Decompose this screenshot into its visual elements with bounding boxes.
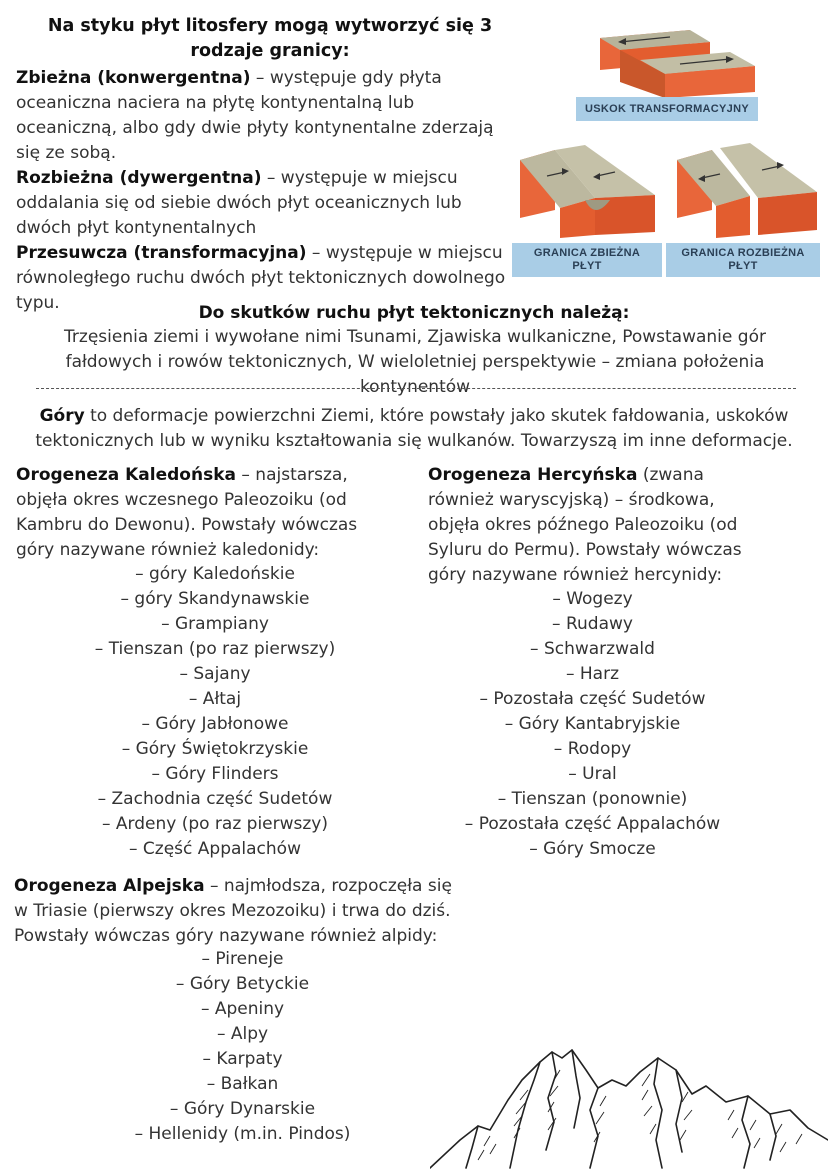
mountains-term: Góry xyxy=(39,406,85,426)
convergent-paragraph xyxy=(16,66,516,166)
caledonian-intro xyxy=(16,463,391,563)
alpine-intro xyxy=(14,874,454,949)
list-item: – Góry Kantabryjskie xyxy=(504,714,681,734)
divergent-desc: – występuje w miejscu oddalania się od siebie dwóch płyt oceanicznych lub dwóch płyt kontynentalnych xyxy=(16,168,462,238)
section-divider xyxy=(36,388,796,389)
transform-desc: – występuje w miejscu równoległego ruchu dwóch płyt tektonicznych dowolnego typu. xyxy=(16,243,506,313)
caledonian-desc: – najstarsza, objęła okres wczesnego Paleozoiku (od Kambru do Dewonu). Powstały wówczas góry nazywane również kaledonidy: xyxy=(16,465,358,560)
transform-fault-label: USKOK TRANSFORMACYJNY xyxy=(576,97,758,121)
list-item: – Grampiany xyxy=(161,614,269,634)
divergent-term: Rozbieżna (dywergentna) xyxy=(16,168,262,188)
list-item: – Tienszan (ponownie) xyxy=(497,789,688,809)
mountains-desc: to deformacje powierzchni Ziemi, które powstały jako skutek fałdowania, uskoków tektonicznych lub w wyniku kształtowania się wulkanów. Towarzyszą im inne deformacje. xyxy=(35,406,793,451)
list-item: – Góry Smocze xyxy=(529,839,656,859)
divergent-boundary-diagram xyxy=(672,140,822,240)
list-item: – Rudawy xyxy=(552,614,633,634)
hercynian-desc: (zwana również waryscyjską) – środkowa, objęła okres późnego Paleozoiku (od Syluru do Permu). Powstały wówczas góry nazywane również hercynidy: xyxy=(428,465,742,585)
list-item: – Hellenidy (m.in. Pindos) xyxy=(134,1124,351,1144)
convergent-boundary-label: GRANICA ZBIEŻNA PŁYT xyxy=(512,243,662,277)
list-item: – Schwarzwald xyxy=(530,639,655,659)
list-item: – Tienszan (po raz pierwszy) xyxy=(94,639,336,659)
list-item: – Pireneje xyxy=(201,949,284,969)
list-item: – Góry Flinders xyxy=(151,764,279,784)
alpine-term: Orogeneza Alpejska xyxy=(14,876,205,896)
list-item: – Góry Jabłonowe xyxy=(141,714,289,734)
list-item: – Ałtaj xyxy=(188,689,242,709)
list-item: – góry Skandynawskie xyxy=(120,589,310,609)
list-item: – Zachodnia część Sudetów xyxy=(97,789,333,809)
list-item: – Pozostała część Sudetów xyxy=(479,689,706,709)
list-item: – Ardeny (po raz pierwszy) xyxy=(101,814,328,834)
convergent-term: Zbieżna (konwergentna) xyxy=(16,68,251,88)
list-item: – Karpaty xyxy=(202,1049,283,1069)
divergent-paragraph xyxy=(16,166,516,241)
transform-fault-diagram xyxy=(590,20,770,100)
list-item: – Apeniny xyxy=(200,999,285,1019)
boundaries-heading: Na styku płyt litosfery mogą wytworzyć się 3 rodzaje granicy: xyxy=(47,16,493,61)
list-item: – Alpy xyxy=(216,1024,269,1044)
boundaries-text xyxy=(16,66,516,316)
convergent-desc: – występuje gdy płyta oceaniczna naciera na płytę kontynentalną lub oceaniczną, albo gdy dwie płyty kontynentalne zderzają się ze sobą. xyxy=(16,68,494,163)
hercynian-list xyxy=(420,587,765,862)
transform-term: Przesuwcza (transformacyjna) xyxy=(16,243,307,263)
list-item: – Góry Świętokrzyskie xyxy=(121,739,309,759)
list-item: – Sajany xyxy=(179,664,251,684)
convergent-boundary-diagram xyxy=(515,140,665,240)
alpine-desc: – najmłodsza, rozpoczęła się w Triasie (pierwszy okres Mezozoiku) i trwa do dziś. Powstały wówczas góry nazywane również alpidy: xyxy=(14,876,452,946)
mountains-definition xyxy=(24,404,804,454)
mountain-sketch-illustration xyxy=(430,1040,828,1171)
effects-heading: Do skutków ruchu płyt tektonicznych należą: xyxy=(198,303,630,323)
divergent-boundary-label: GRANICA ROZBIEŻNA PŁYT xyxy=(666,243,820,277)
alpine-list xyxy=(70,947,415,1147)
list-item: – Harz xyxy=(565,664,620,684)
list-item: – Góry Betyckie xyxy=(175,974,310,994)
caledonian-list xyxy=(40,562,390,862)
list-item: – Pozostała część Appalachów xyxy=(464,814,721,834)
list-item: – Góry Dynarskie xyxy=(169,1099,316,1119)
hercynian-term: Orogeneza Hercyńska xyxy=(428,465,638,485)
list-item: – Rodopy xyxy=(553,739,632,759)
effects-text: Trzęsienia ziemi i wywołane nimi Tsunami, Zjawiska wulkaniczne, Powstawanie gór fałdowych i rowów tektonicznych, W wieloletniej perspektywie – zmiana położenia kontynentów xyxy=(64,327,766,397)
list-item: – Bałkan xyxy=(206,1074,279,1094)
list-item: – Część Appalachów xyxy=(129,839,301,859)
list-item: – Ural xyxy=(568,764,617,784)
list-item: – góry Kaledońskie xyxy=(135,564,295,584)
caledonian-term: Orogeneza Kaledońska xyxy=(16,465,236,485)
hercynian-intro xyxy=(428,463,768,588)
list-item: – Wogezy xyxy=(552,589,633,609)
